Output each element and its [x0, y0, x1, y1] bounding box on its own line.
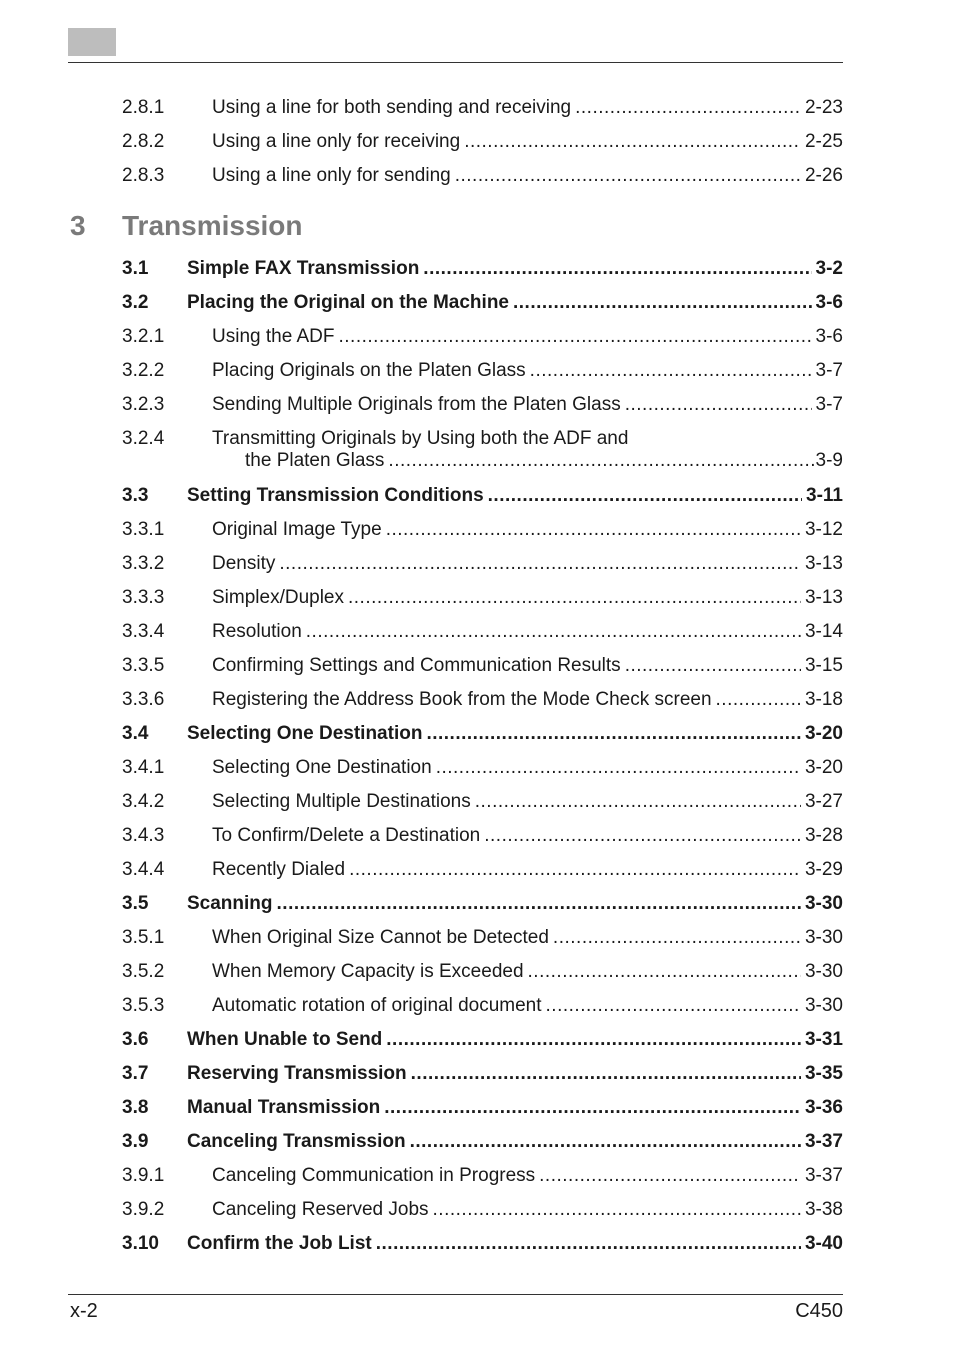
toc-entry-title: Selecting One Destination	[187, 723, 423, 744]
toc-entry-title: Using a line only for sending	[212, 165, 451, 186]
toc-entry-title: Confirming Settings and Communication Results	[212, 655, 621, 676]
toc-entry[interactable]	[122, 927, 843, 951]
toc-entry[interactable]	[122, 655, 843, 679]
toc-entry-number: 3.4.3	[122, 825, 165, 846]
toc-leader-dots	[488, 485, 802, 507]
chapter-number: 3	[70, 210, 86, 241]
toc-entry[interactable]	[122, 131, 843, 155]
toc-entry-number: 3.3.3	[122, 587, 165, 608]
toc-leader-dots	[716, 689, 801, 711]
toc-entry[interactable]	[122, 961, 843, 985]
toc-leader-dots	[339, 326, 812, 348]
toc-entry-title: Selecting One Destination	[212, 757, 432, 778]
toc-leader-dots	[625, 394, 812, 416]
toc-leader-dots	[528, 961, 801, 983]
toc-entry-page: 3-27	[804, 791, 843, 812]
toc-leader-dots	[484, 825, 801, 847]
toc-leader-dots	[384, 1097, 801, 1119]
toc-entry-number: 3.9.2	[122, 1199, 165, 1220]
toc-entry-title: Manual Transmission	[187, 1097, 381, 1118]
toc-entry-number: 3.5.2	[122, 961, 165, 982]
toc-entry[interactable]	[122, 292, 843, 316]
toc-entry-number: 3.10	[122, 1233, 159, 1254]
toc-leader-dots	[410, 1131, 801, 1153]
toc-entry-page: 3-30	[804, 961, 843, 982]
chapter-title: Transmission	[122, 210, 303, 241]
toc-entry-page: 3-15	[804, 655, 843, 676]
toc-entry-title: Using the ADF	[212, 326, 335, 347]
toc-entry-title: Reserving Transmission	[187, 1063, 407, 1084]
toc-entry-number: 3.2.1	[122, 326, 165, 347]
toc-entry-page: 3-2	[815, 258, 843, 279]
toc-entry-title: Selecting Multiple Destinations	[212, 791, 471, 812]
toc-entry[interactable]	[122, 326, 843, 350]
toc-leader-dots	[575, 97, 801, 119]
toc-entry-number: 3.3.5	[122, 655, 165, 676]
toc-leader-dots	[475, 791, 801, 813]
toc-leader-dots	[376, 1233, 801, 1255]
toc-entry-number: 3.1	[122, 258, 149, 279]
toc-entry-page: 3-36	[804, 1097, 843, 1118]
toc-entry[interactable]	[122, 1233, 843, 1257]
toc-entry-page: 3-31	[804, 1029, 843, 1050]
toc-entry-number: 3.2.4	[122, 428, 165, 449]
toc-entry[interactable]	[122, 360, 843, 384]
toc-entry-page: 3-20	[804, 723, 843, 744]
toc-leader-dots	[386, 1029, 801, 1051]
toc-entry-title: When Unable to Send	[187, 1029, 383, 1050]
toc-entry-page: 2-23	[804, 97, 843, 118]
toc-entry-title: Scanning	[187, 893, 273, 914]
toc-entry[interactable]	[122, 621, 843, 645]
toc-leader-dots	[433, 1199, 801, 1221]
toc-entry-title: Setting Transmission Conditions	[187, 485, 484, 506]
toc-entry-title: Placing the Original on the Machine	[187, 292, 509, 313]
toc-entry[interactable]	[122, 1029, 843, 1053]
toc-leader-dots	[306, 621, 801, 643]
toc-leader-dots	[411, 1063, 801, 1085]
toc-entry-continuation[interactable]	[245, 450, 843, 474]
toc-entry[interactable]	[122, 791, 843, 815]
toc-entry-number: 3.7	[122, 1063, 149, 1084]
toc-entry-page: 3-14	[804, 621, 843, 642]
toc-entry-title: Confirm the Job List	[187, 1233, 372, 1254]
footer-rule	[68, 1294, 843, 1295]
toc-entry-title: Automatic rotation of original document	[212, 995, 542, 1016]
toc-entry-title: Canceling Reserved Jobs	[212, 1199, 429, 1220]
toc-leader-dots	[436, 757, 801, 779]
toc-entry-title: When Memory Capacity is Exceeded	[212, 961, 524, 982]
toc-entry-title: Registering the Address Book from the Mode Check screen	[212, 689, 712, 710]
toc-entry-title: Canceling Transmission	[187, 1131, 406, 1152]
toc-entry[interactable]	[122, 553, 843, 577]
toc-leader-dots	[423, 258, 811, 280]
toc-entry-title: Recently Dialed	[212, 859, 346, 880]
toc-entry[interactable]	[122, 165, 843, 189]
page-number: x-2	[70, 1300, 98, 1322]
toc-leader-dots	[388, 450, 813, 472]
toc-entry[interactable]	[122, 825, 843, 849]
toc-entry-number: 3.2.3	[122, 394, 165, 415]
toc-entry-page: 3-18	[804, 689, 843, 710]
toc-entry-number: 3.5	[122, 893, 149, 914]
toc-entry-page: 3-30	[804, 893, 843, 914]
toc-entry-number: 3.4.2	[122, 791, 165, 812]
toc-entry-page: 3-7	[815, 360, 843, 381]
toc-entry-page: 3-38	[804, 1199, 843, 1220]
toc-leader-dots	[279, 553, 801, 575]
toc-entry-page: 3-13	[804, 587, 843, 608]
toc-entry-page: 3-40	[804, 1233, 843, 1254]
toc-entry-title: Simplex/Duplex	[212, 587, 344, 608]
toc-entry[interactable]	[122, 587, 843, 611]
toc-entry-number: 2.8.3	[122, 165, 165, 186]
toc-entry[interactable]	[122, 1199, 843, 1223]
toc-entry[interactable]	[122, 519, 843, 543]
toc-entry[interactable]	[122, 689, 843, 713]
toc-entry-title: Sending Multiple Originals from the Platen Glass	[212, 394, 621, 415]
toc-entry-page: 3-9	[815, 450, 843, 471]
toc-leader-dots	[553, 927, 801, 949]
toc-entry-page: 2-25	[804, 131, 843, 152]
toc-entry[interactable]	[122, 757, 843, 781]
toc-entry[interactable]	[122, 893, 843, 917]
toc-entry-number: 3.9	[122, 1131, 149, 1152]
model-name: C450	[795, 1300, 843, 1322]
toc-entry-title: Using a line for both sending and receiving	[212, 97, 572, 118]
toc-entry-page: 3-37	[804, 1165, 843, 1186]
toc-leader-dots	[625, 655, 801, 677]
toc-entry-number: 3.5.1	[122, 927, 165, 948]
toc-entry-number: 3.9.1	[122, 1165, 165, 1186]
toc-entry-number: 3.3.2	[122, 553, 165, 574]
toc-entry-page: 3-12	[804, 519, 843, 540]
toc-entry-title: Resolution	[212, 621, 302, 642]
toc-entry[interactable]	[122, 428, 843, 452]
toc-leader-dots	[386, 519, 801, 541]
toc-entry-title: Canceling Communication in Progress	[212, 1165, 536, 1186]
toc-entry-title: Using a line only for receiving	[212, 131, 461, 152]
toc-entry-page: 3-29	[804, 859, 843, 880]
toc-entry-title: Transmitting Originals by Using both the ADF and	[212, 428, 629, 449]
toc-entry-page: 3-28	[804, 825, 843, 846]
toc-leader-dots	[455, 165, 801, 187]
chapter-heading	[70, 210, 303, 242]
toc-entry-page: 3-7	[815, 394, 843, 415]
toc-entry-page: 3-20	[804, 757, 843, 778]
toc-leader-dots	[539, 1165, 801, 1187]
toc-entry-title: To Confirm/Delete a Destination	[212, 825, 481, 846]
toc-entry[interactable]	[122, 258, 843, 282]
toc-entry-page: 3-6	[815, 292, 843, 313]
toc-entry-title: Density	[212, 553, 276, 574]
toc-entry-page: 3-13	[804, 553, 843, 574]
toc-entry[interactable]	[122, 1063, 843, 1087]
toc-entry-page: 3-37	[804, 1131, 843, 1152]
toc-entry-page: 2-26	[804, 165, 843, 186]
toc-leader-dots	[348, 587, 801, 609]
toc-entry-number: 3.4.4	[122, 859, 165, 880]
toc-entry-number: 3.4.1	[122, 757, 165, 778]
toc-entry-title: Original Image Type	[212, 519, 382, 540]
toc-entry[interactable]	[122, 1097, 843, 1121]
toc-entry-page: 3-11	[806, 485, 843, 506]
toc-entry-number: 3.6	[122, 1029, 149, 1050]
toc-leader-dots	[546, 995, 801, 1017]
toc-entry[interactable]	[122, 859, 843, 883]
toc-leader-dots	[464, 131, 801, 153]
toc-entry-number: 2.8.1	[122, 97, 165, 118]
toc-entry-number: 3.3	[122, 485, 149, 506]
toc-entry-title: Simple FAX Transmission	[187, 258, 420, 279]
toc-leader-dots	[513, 292, 812, 314]
toc-entry-number: 3.8	[122, 1097, 149, 1118]
toc-entry-page: 3-6	[815, 326, 843, 347]
toc-entry[interactable]	[122, 1131, 843, 1155]
toc-entry-page: 3-35	[804, 1063, 843, 1084]
toc-entry-title: When Original Size Cannot be Detected	[212, 927, 549, 948]
toc-entry-title-continued: the Platen Glass	[245, 450, 385, 471]
header-tab-block	[68, 28, 116, 56]
header-rule	[68, 62, 843, 63]
toc-entry-number: 3.2.2	[122, 360, 165, 381]
toc-entry-page: 3-30	[804, 927, 843, 948]
toc-entry[interactable]	[122, 723, 843, 747]
toc-entry[interactable]	[122, 995, 843, 1019]
toc-entry-number: 3.3.1	[122, 519, 165, 540]
toc-entry-number: 3.3.4	[122, 621, 165, 642]
toc-entry[interactable]	[122, 97, 843, 121]
toc-entry[interactable]	[122, 485, 843, 509]
toc-entry-number: 3.2	[122, 292, 149, 313]
toc-leader-dots	[277, 893, 801, 915]
toc-entry-title: Placing Originals on the Platen Glass	[212, 360, 526, 381]
toc-leader-dots	[426, 723, 801, 745]
toc-entry-number: 3.3.6	[122, 689, 165, 710]
toc-entry-number: 3.4	[122, 723, 149, 744]
toc-entry[interactable]	[122, 1165, 843, 1189]
toc-leader-dots	[349, 859, 801, 881]
toc-entry[interactable]	[122, 394, 843, 418]
toc-entry-page: 3-30	[804, 995, 843, 1016]
toc-entry-number: 3.5.3	[122, 995, 165, 1016]
toc-leader-dots	[530, 360, 812, 382]
toc-entry-number: 2.8.2	[122, 131, 165, 152]
